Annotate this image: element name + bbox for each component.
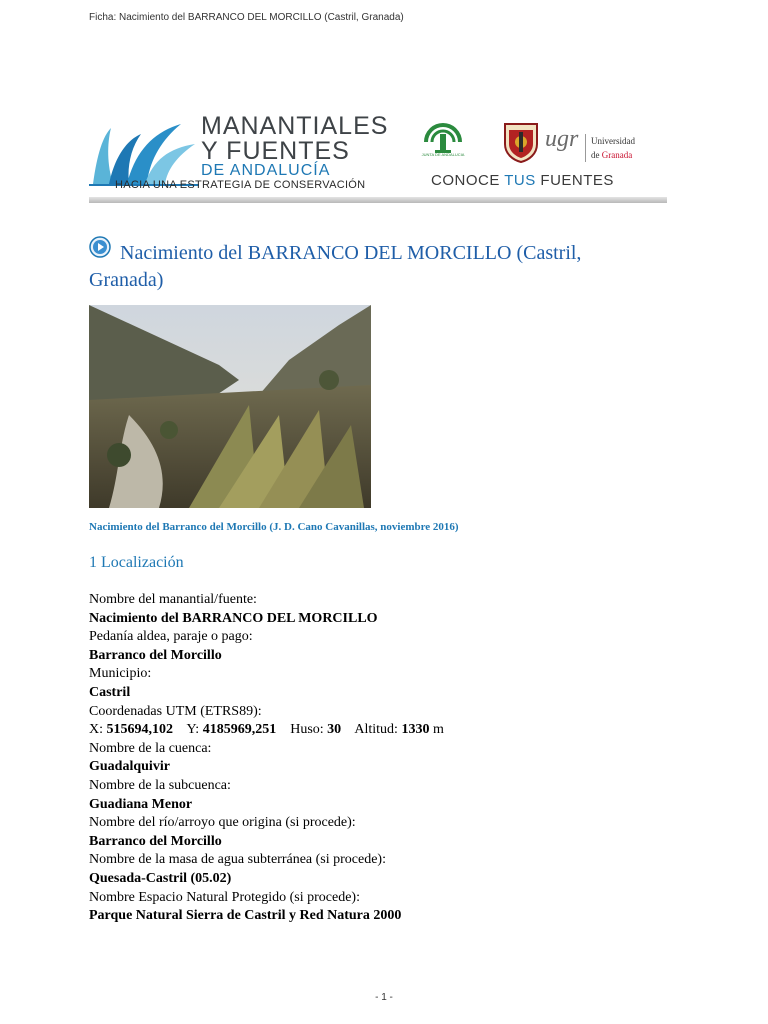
ugr-de: de	[591, 150, 600, 160]
banner-divider	[89, 197, 667, 203]
photo-caption: Nacimiento del Barranco del Morcillo (J. D. Cano Cavanillas, noviembre 2016)	[89, 521, 459, 533]
banner	[89, 108, 667, 208]
field-label: Pedanía aldea, paraje o pago:	[89, 629, 253, 645]
coords-label: Coordenadas UTM (ETRS89):	[89, 703, 262, 719]
brand-subtitle: DE ANDALUCÍA	[201, 162, 331, 179]
altitude-unit: m	[432, 722, 444, 738]
huso-value: 30	[327, 722, 342, 738]
spring-photo	[89, 305, 371, 508]
field-label: Nombre del manantial/fuente:	[89, 592, 257, 607]
field-value: Parque Natural Sierra de Castril y Red Natura 2000	[89, 908, 402, 924]
coord-y-value: 4185969,251	[202, 722, 277, 738]
altitude-label: Altitud:	[354, 722, 398, 738]
field-value: Barranco del Morcillo	[89, 647, 222, 663]
coords-values	[89, 721, 444, 740]
running-header: Ficha: Nacimiento del BARRANCO DEL MORCILLO (Castril, Granada)	[89, 12, 404, 23]
field-label: Nombre del río/arroyo que origina (si procede):	[89, 815, 356, 831]
coord-x-value: 515694,102	[106, 722, 173, 738]
conoce-word: CONOCE	[431, 172, 500, 189]
field-label: Nombre de la subcuenca:	[89, 777, 231, 793]
brand-title-line1: MANANTIALES	[201, 112, 389, 140]
huso-label: Huso:	[290, 722, 324, 738]
page-title: Nacimiento del BARRANCO DEL MORCILLO (Castril, Granada)	[89, 242, 582, 291]
field-value: Guadiana Menor	[89, 796, 193, 812]
junta-caption: JUNTA DE ANDALUCIA	[421, 152, 465, 157]
brand-title	[201, 114, 388, 164]
field-label: Nombre de la cuenca:	[89, 740, 212, 756]
ugr-logotype: ugr	[545, 126, 579, 152]
page-number: - 1 -	[375, 992, 393, 1003]
coord-x-label: X:	[89, 722, 103, 738]
field-label: Municipio:	[89, 666, 152, 682]
field-label: Nombre Espacio Natural Protegido (si procede):	[89, 889, 360, 905]
field-value: Guadalquivir	[89, 759, 170, 775]
water-reeds-logo-icon	[89, 114, 199, 186]
ugr-granada: Granada	[601, 150, 633, 160]
altitude-value: 1330	[401, 722, 430, 738]
field-label: Nombre de la masa de agua subterránea (si procede):	[89, 852, 386, 868]
coord-y-label: Y:	[186, 722, 200, 738]
ugr-university-name	[585, 134, 635, 162]
tus-word: TUS	[504, 172, 536, 189]
brand-title-line2: Y FUENTES	[201, 137, 350, 165]
field-value: Barranco del Morcillo	[89, 833, 222, 849]
conoce-tus-fuentes	[431, 172, 614, 189]
junta-andalucia-logo-icon	[404, 120, 482, 168]
field-value: Nacimiento del BARRANCO DEL MORCILLO	[89, 610, 378, 626]
ugr-granada-line	[591, 148, 635, 162]
ugr-univ-line: Universidad	[591, 136, 635, 146]
field-value: Quesada-Castril (05.02)	[89, 870, 232, 886]
ugr-crest-icon	[501, 120, 541, 164]
section-heading: 1 Localización	[89, 554, 184, 571]
fuentes-word: FUENTES	[540, 172, 614, 189]
field-value: Castril	[89, 684, 131, 700]
brand-tagline: HACIA UNA ESTRATEGIA DE CONSERVACIÓN	[115, 179, 366, 191]
location-fields	[89, 591, 444, 926]
